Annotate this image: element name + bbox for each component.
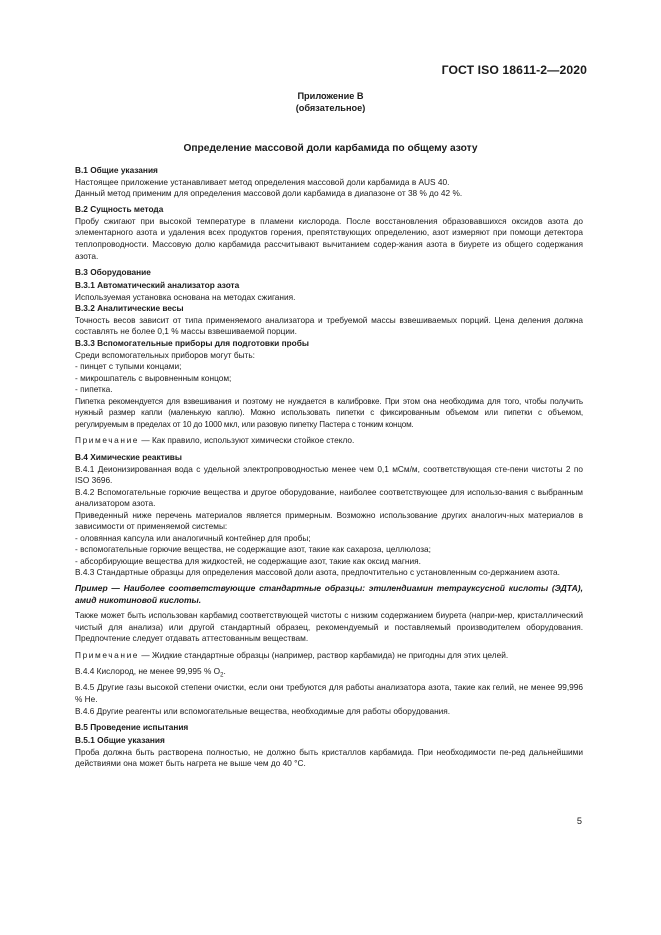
paragraph: Настоящее приложение устанавливает метод определения массовой доли карбамида в AUS 40. <box>75 176 450 187</box>
note <box>75 435 583 447</box>
list-item: - оловянная капсула или аналогичный контейнер для пробы; <box>75 532 311 543</box>
list-item: - пипетка. <box>75 384 113 395</box>
paragraph-b44 <box>75 666 583 682</box>
paragraph: В.4.1 Деионизированная вода с удельной электропроводностью менее чем 0,1 мСм/м, соответствующая сте-пени чистоты 2 по ISO 3696. <box>75 463 583 486</box>
example: Пример — Наиболее соответствующие стандартные образцы: этилендиамин тетрауксусной кислоты (ЭДТА), амид никотиновой кислоты. <box>75 582 583 605</box>
paragraph: Проба должна быть растворена полностью, не должно быть кристаллов карбамида. При необходимости пе-ред дальнейшими действиями она может быть нагрета не выше чем до 40 °С. <box>75 746 583 769</box>
b44-text: В.4.4 Кислород, не менее 99,995 % O <box>75 666 221 677</box>
note-label: Примечание <box>75 435 140 446</box>
paragraph: Пробу сжигают при высокой температуре в пламени кислорода. После восстановления образовавшихся оксидов азота до элементарного азота и удаления всех продуктов горения, препятствующих определению, азот измеряют при помощи детектора теплопроводности. Массовую долю карбамида рассчитывают вычитанием содер-жания азота в биурете из общего содержания азота. <box>75 215 583 261</box>
paragraph: Среди вспомогательных приборов могут быть: <box>75 349 255 360</box>
paragraph: Данный метод применим для определения массовой доли карбамида в диапазоне от 38 % до 42 %. <box>75 188 463 199</box>
b44-subscript: 2 <box>220 672 224 679</box>
page-number: 5 <box>576 816 582 826</box>
list-item: - вспомогательные горючие вещества, не содержащие азот, такие как сахароза, целлюлоза; <box>75 544 431 555</box>
subsection-heading-b33: В.3.3 Вспомогательные приборы для подготовки пробы <box>75 338 309 349</box>
subsection-heading-b51: В.5.1 Общие указания <box>75 735 165 746</box>
list-item: - абсорбирующие вещества для жидкостей, не содержащие азот, такие как оксид магния. <box>75 555 421 566</box>
appendix-title: Определение массовой доли карбамида по общему азоту <box>183 143 478 154</box>
appendix-label: Приложение В <box>297 91 364 101</box>
section-heading-b1: В.1 Общие указания <box>75 165 158 175</box>
paragraph: Точность весов зависит от типа применяемого анализатора и требуемой массы взвешиваемых порций. Цена деления должна составлять не более 0,1 % массы взвешиваемой порции. <box>75 314 583 337</box>
note-text: — Жидкие стандартные образцы (например, раствор карбамида) не пригодны для этих целей. <box>141 649 509 660</box>
paragraph: В.4.2 Вспомогательные горючие вещества и другое оборудование, наиболее соответствующее для использо-вания с выбранным анализатором азота. <box>75 486 583 509</box>
note <box>75 650 583 662</box>
section-heading-b4: В.4 Химические реактивы <box>75 451 182 462</box>
paragraph: Также может быть использован карбамид соответствующей чистоты с низким содержанием биурета (напри-мер, кристаллический чистый для анализа) или другой стандартный образец, рекомендуемый и поставляемый производителем оборудования. Предпочтение следует отдавать аттестованным веществам. <box>75 610 583 644</box>
subsection-heading-b31: В.3.1 Автоматический анализатор азота <box>75 280 240 291</box>
section-heading-b5: В.5 Проведение испытания <box>75 721 189 732</box>
list-item: - пинцет с тупыми концами; <box>75 361 182 372</box>
document-body <box>75 165 583 770</box>
paragraph: Приведенный ниже перечень материалов является примерным. Возможно использование других аналогич-ных материалов в зависимости от применяемой системы: <box>75 509 583 532</box>
subsection-heading-b32: В.3.2 Аналитические весы <box>75 303 184 314</box>
section-heading-b3: В.3 Оборудование <box>75 266 151 277</box>
list-item: - микрошпатель с выровненным концом; <box>75 372 232 383</box>
paragraph: В.4.6 Другие реагенты или вспомогательные вещества, необходимые для работы оборудования. <box>75 705 451 716</box>
note-text: — Как правило, используют химически стойкое стекло. <box>141 435 355 446</box>
paragraph: В.4.5 Другие газы высокой степени очистки, если они требуются для работы анализатора азота, такие как гелий, не менее 99,996 % He. <box>75 682 583 704</box>
paragraph: В.4.3 Стандартные образцы для определения массовой доли азота, предпочтительно с установленным со-держанием азота. <box>75 567 560 578</box>
paragraph: Пипетка рекомендуется для взвешивания и поэтому не нуждается в калибровке. При этом она необходима для того, чтобы получить нужный размер капли (маленькую каплю). Можно использовать пипетки с фиксированным объемом или пипетки с объемом, регулируемым в пределах от 10 до 1000 мкл, или разовую пипетку Пастера с тонким концом. <box>75 396 583 429</box>
section-heading-b2: В.2 Сущность метода <box>75 204 164 215</box>
standard-designation: ГОСТ ISO 18611-2—2020 <box>441 63 587 77</box>
paragraph: Используемая установка основана на методах сжигания. <box>75 291 296 302</box>
note-label: Примечание <box>75 649 140 660</box>
appendix-status: (обязательное) <box>295 103 366 113</box>
b44-suffix: . <box>223 666 226 677</box>
